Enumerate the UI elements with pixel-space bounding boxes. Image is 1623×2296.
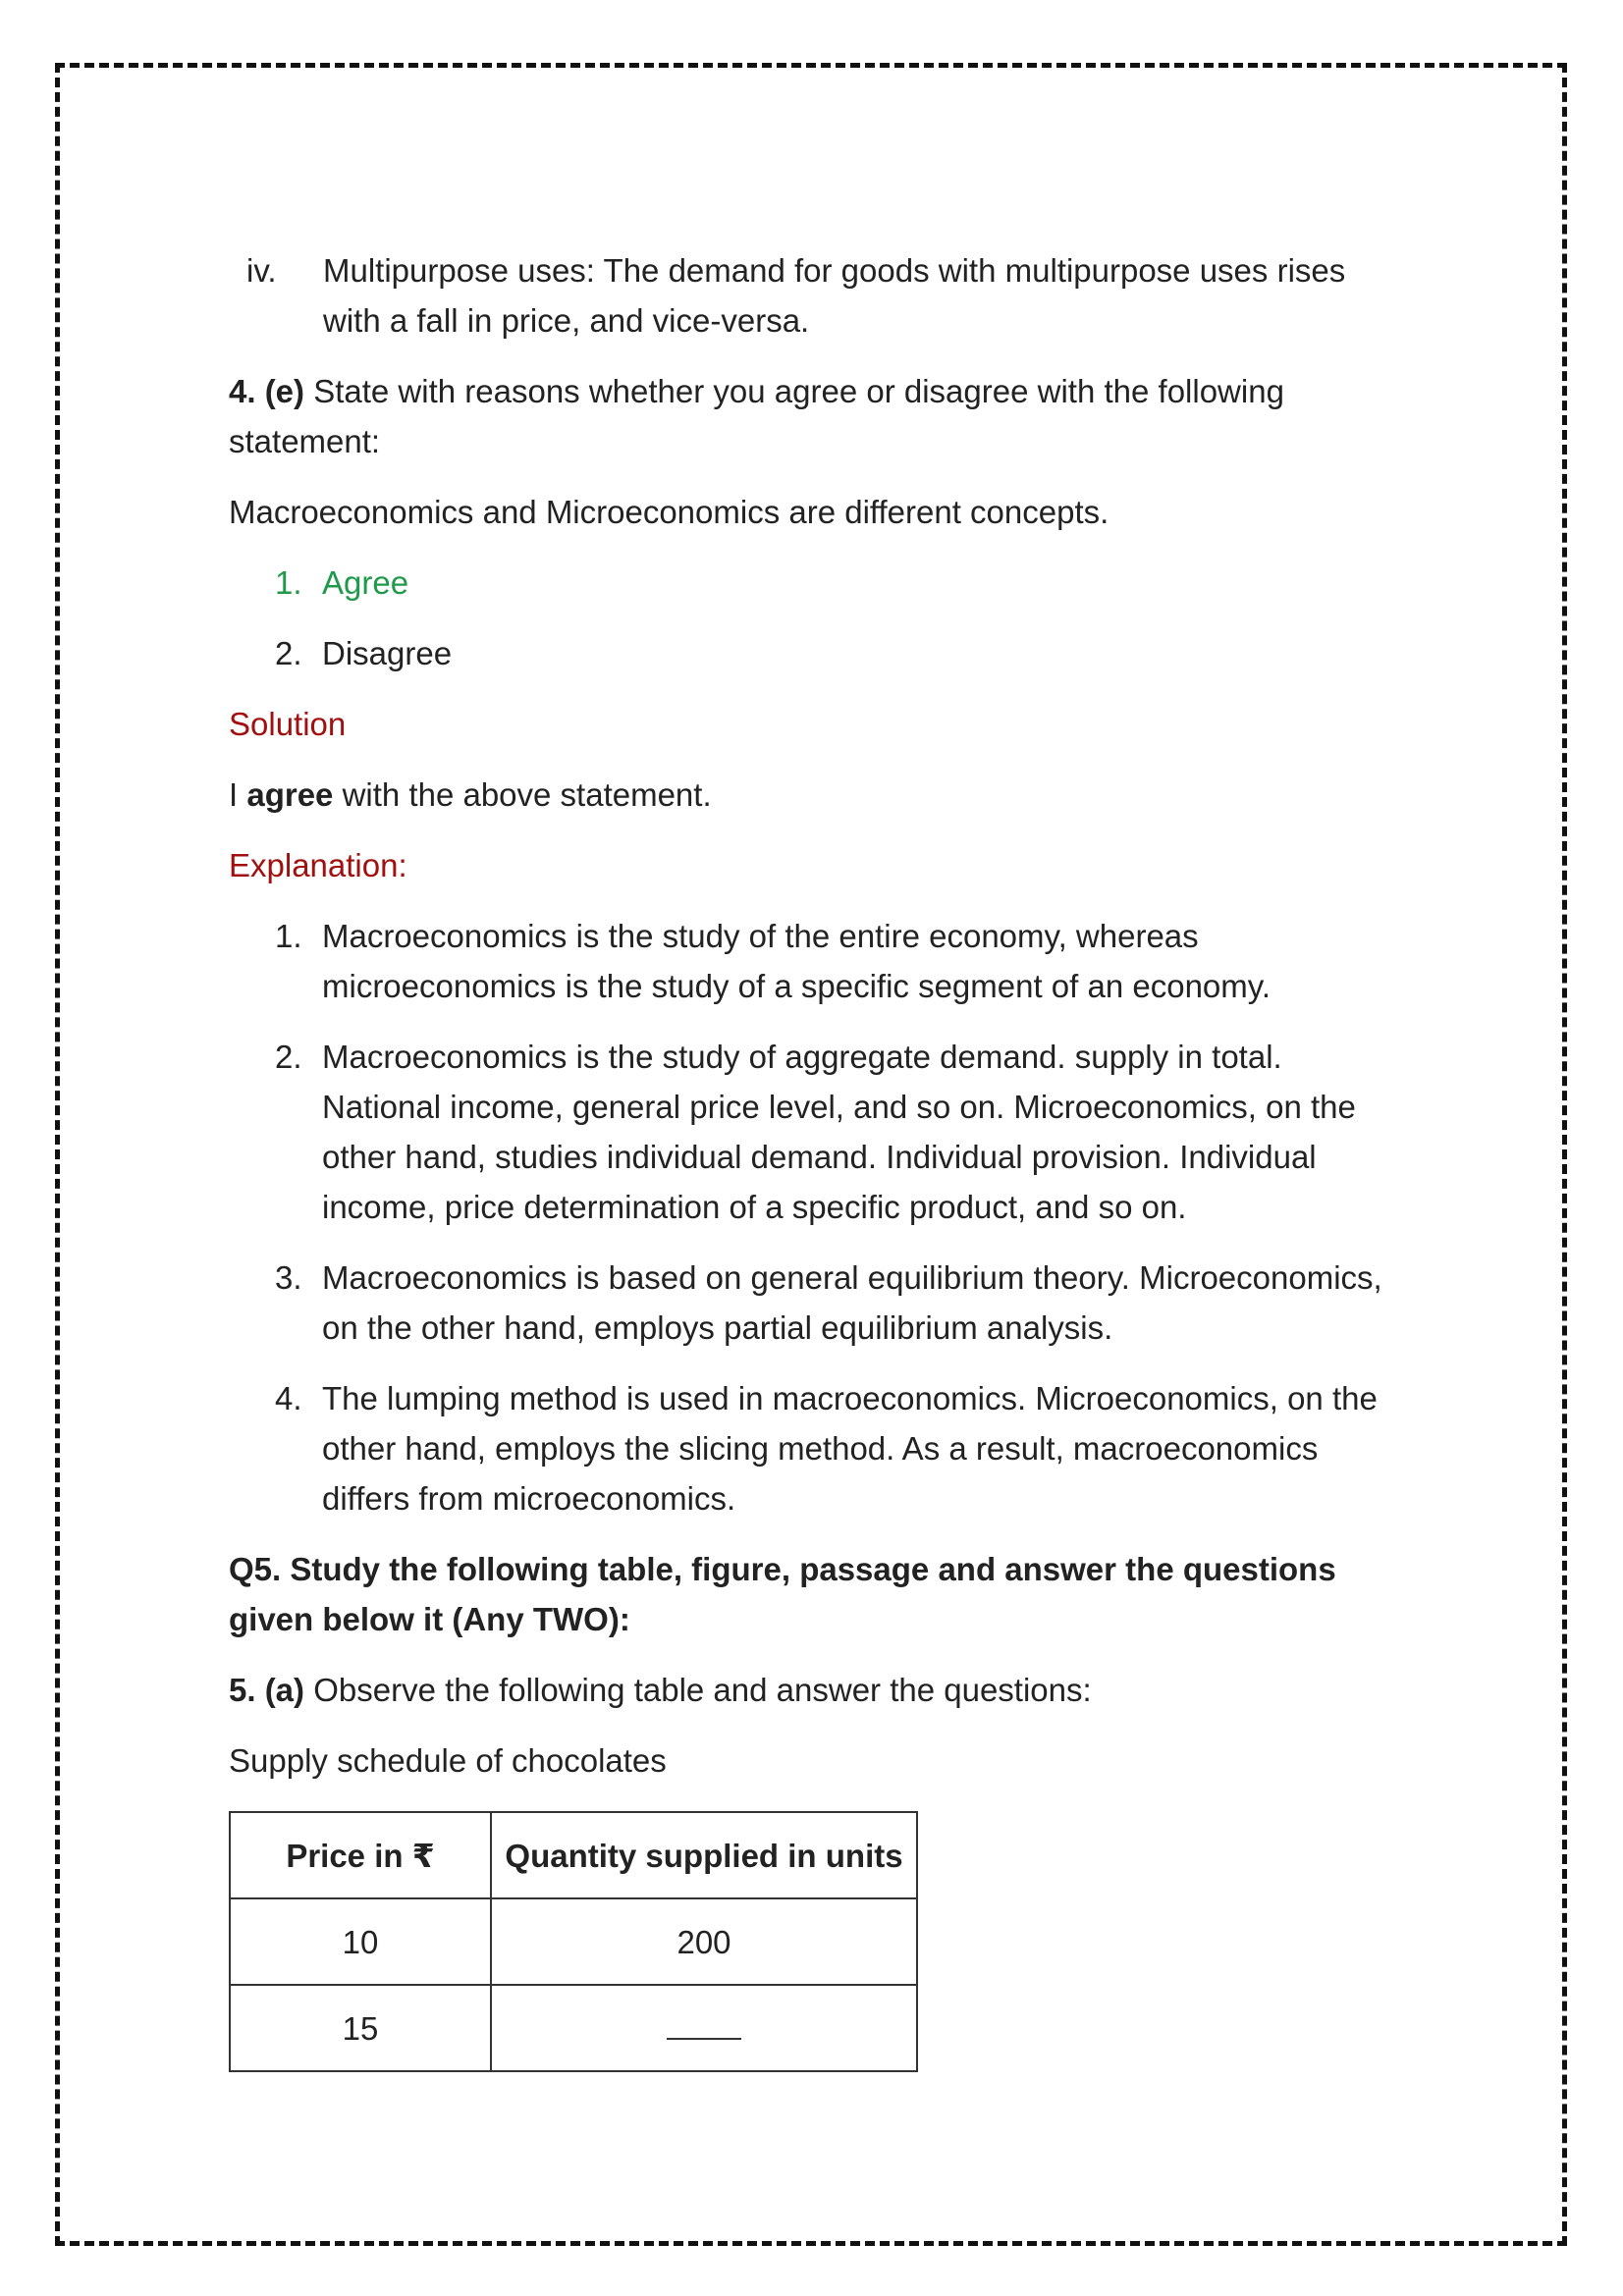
option-disagree — [275, 628, 1407, 678]
table-row — [230, 1985, 917, 2071]
list-marker: 4. — [275, 1380, 302, 1416]
table-cell-price: 10 — [230, 1898, 491, 1985]
table-header-price: Price in ₹ — [230, 1812, 491, 1898]
table-header-quantity: Quantity supplied in units — [491, 1812, 917, 1898]
table-header-row — [230, 1812, 917, 1898]
list-marker: iv. — [246, 252, 277, 289]
answer-pre: I — [229, 776, 247, 813]
option-marker: 2. — [275, 635, 302, 671]
explanation-item — [275, 911, 1407, 1011]
table-cell-quantity-blank — [491, 1985, 917, 2071]
list-text: Macroeconomics is based on general equilibrium theory. Microeconomics, on the other hand, employs partial equilibrium analysis. — [322, 1259, 1382, 1346]
question-text: Observe the following table and answer the questions: — [304, 1672, 1092, 1708]
question-label: 4. (e) — [229, 373, 305, 409]
question-5-heading: Q5. Study the following table, figure, passage and answer the questions given below it (Any TWO): — [229, 1551, 1336, 1637]
explanation-heading: Explanation: — [229, 847, 407, 883]
question-5a — [229, 1665, 1407, 1715]
answer-text — [229, 770, 1407, 820]
question-text: State with reasons whether you agree or disagree with the following statement: — [229, 373, 1284, 459]
explanation-item — [275, 1253, 1407, 1353]
answer-post: with the above statement. — [333, 776, 712, 813]
list-item-iv — [246, 245, 1407, 346]
table-cell-price: 15 — [230, 1985, 491, 2071]
explanation-item — [275, 1373, 1407, 1523]
answer-bold: agree — [246, 776, 334, 813]
list-marker: 1. — [275, 918, 302, 954]
list-marker: 3. — [275, 1259, 302, 1296]
list-text: Macroeconomics is the study of the entire economy, whereas microeconomics is the study of a specific segment of an economy. — [322, 918, 1271, 1004]
list-text: Macroeconomics is the study of aggregate demand. supply in total. National income, general price level, and so on. Microeconomics, on the other hand, studies individual demand. Individual provision. Individual income, price determination of a specific product, and so on. — [322, 1039, 1356, 1225]
question-4e — [229, 366, 1407, 466]
option-agree — [275, 558, 1407, 608]
explanation-item — [275, 1032, 1407, 1232]
list-text: The lumping method is used in macroeconomics. Microeconomics, on the other hand, employs the slicing method. As a result, macroeconomics differs from microeconomics. — [322, 1380, 1378, 1517]
question-label: 5. (a) — [229, 1672, 305, 1708]
option-marker: 1. — [275, 564, 302, 601]
table-caption: Supply schedule of chocolates — [229, 1742, 667, 1779]
statement-text: Macroeconomics and Microeconomics are different concepts. — [229, 494, 1109, 530]
table-row — [230, 1898, 917, 1985]
option-text: Disagree — [322, 635, 453, 671]
supply-schedule-table — [229, 1811, 918, 2072]
option-text: Agree — [322, 564, 409, 601]
document-content — [229, 245, 1407, 2072]
list-marker: 2. — [275, 1039, 302, 1075]
table-cell-quantity: 200 — [491, 1898, 917, 1985]
fill-in-blank-line — [667, 2014, 741, 2040]
solution-heading: Solution — [229, 706, 347, 742]
list-text: Multipurpose uses: The demand for goods with multipurpose uses rises with a fall in price, and vice-versa. — [323, 252, 1346, 339]
